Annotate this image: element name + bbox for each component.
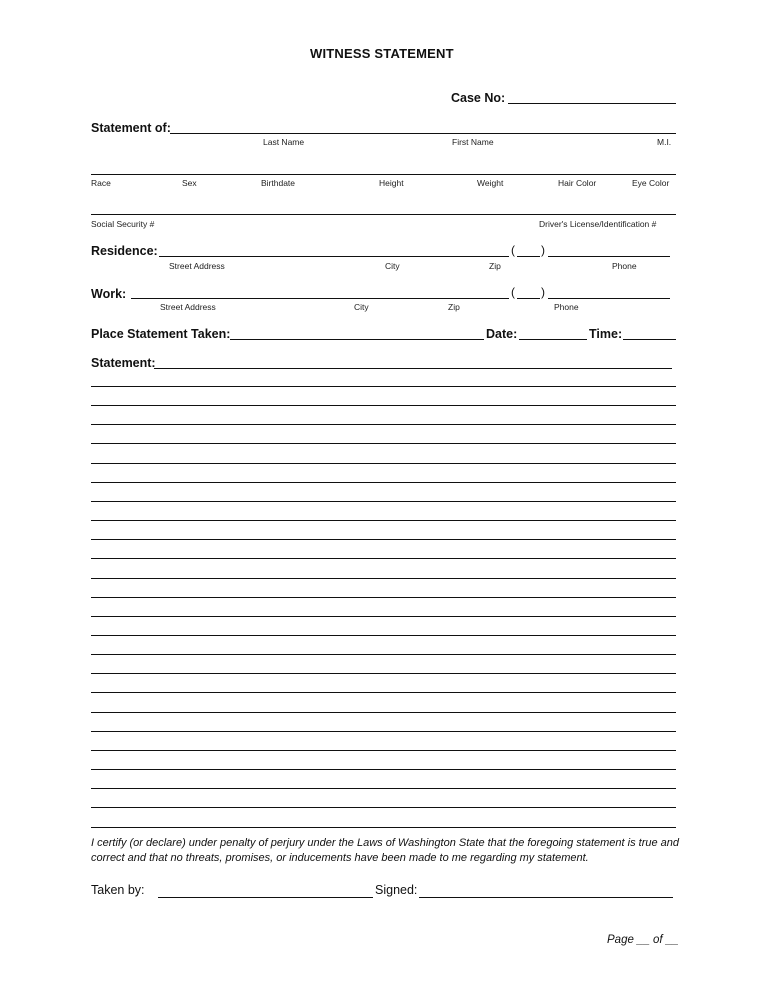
statement-first-line[interactable]	[154, 368, 672, 369]
birthdate-caption: Birthdate	[261, 178, 296, 188]
statement-line[interactable]	[91, 712, 676, 713]
statement-line[interactable]	[91, 750, 676, 751]
residence-paren-open: (	[511, 243, 515, 257]
residence-street-caption: Street Address	[169, 261, 225, 271]
statement-line[interactable]	[91, 807, 676, 808]
work-city-caption: City	[354, 302, 369, 312]
work-phone-caption: Phone	[554, 302, 579, 312]
residence-zip-caption: Zip	[489, 261, 501, 271]
weight-caption: Weight	[477, 178, 504, 188]
statement-line[interactable]	[91, 635, 676, 636]
statement-of-name-field[interactable]	[170, 133, 676, 134]
work-area-code-field[interactable]	[517, 298, 540, 299]
statement-line[interactable]	[91, 769, 676, 770]
residence-area-code-field[interactable]	[517, 256, 540, 257]
statement-line[interactable]	[91, 520, 676, 521]
statement-line[interactable]	[91, 539, 676, 540]
statement-line[interactable]	[91, 482, 676, 483]
work-paren-open: (	[511, 285, 515, 299]
eye-color-caption: Eye Color	[632, 178, 670, 188]
statement-line[interactable]	[91, 501, 676, 502]
case-no-label: Case No:	[451, 91, 506, 105]
statement-line[interactable]	[91, 654, 676, 655]
case-no-field[interactable]	[508, 103, 676, 104]
work-label: Work:	[91, 287, 127, 301]
page-number: Page __ of __	[607, 934, 679, 946]
last-name-caption: Last Name	[263, 137, 305, 147]
statement-line[interactable]	[91, 443, 676, 444]
race-caption: Race	[91, 178, 111, 188]
residence-label: Residence:	[91, 244, 158, 258]
certification-text: I certify (or declare) under penalty of perjury under the Laws of Washington State that the foregoing statement is true and correct and that no threats, promises, or inducements have been made to me regarding my statement.	[91, 837, 680, 864]
time-field[interactable]	[623, 339, 676, 340]
page-title: WITNESS STATEMENT	[310, 46, 454, 61]
sex-caption: Sex	[182, 178, 197, 188]
place-taken-field[interactable]	[230, 339, 484, 340]
work-address-field[interactable]	[131, 298, 509, 299]
statement-line[interactable]	[91, 578, 676, 579]
time-label: Time:	[589, 327, 623, 341]
hair-color-caption: Hair Color	[558, 178, 597, 188]
license-caption: Driver's License/Identification #	[539, 219, 657, 229]
statement-line[interactable]	[91, 405, 676, 406]
ssn-caption: Social Security #	[91, 219, 155, 229]
first-name-caption: First Name	[452, 137, 494, 147]
statement-line[interactable]	[91, 788, 676, 789]
statement-of-label: Statement of:	[91, 121, 171, 135]
statement-line[interactable]	[91, 597, 676, 598]
statement-line[interactable]	[91, 731, 676, 732]
place-taken-label: Place Statement Taken:	[91, 327, 231, 341]
date-field[interactable]	[519, 339, 587, 340]
identification-field[interactable]	[91, 214, 676, 215]
residence-address-field[interactable]	[159, 256, 509, 257]
height-caption: Height	[379, 178, 404, 188]
work-zip-caption: Zip	[448, 302, 460, 312]
work-phone-field[interactable]	[548, 298, 670, 299]
statement-line[interactable]	[91, 558, 676, 559]
mi-caption: M.I.	[657, 137, 672, 147]
signed-field[interactable]	[419, 897, 673, 898]
date-label: Date:	[486, 327, 518, 341]
statement-line[interactable]	[91, 673, 676, 674]
taken-by-label: Taken by:	[91, 883, 145, 897]
signed-label: Signed:	[375, 883, 418, 897]
taken-by-field[interactable]	[158, 897, 373, 898]
statement-line[interactable]	[91, 386, 676, 387]
description-field[interactable]	[91, 174, 676, 175]
residence-phone-caption: Phone	[612, 261, 637, 271]
work-paren-close: )	[541, 285, 545, 299]
statement-line[interactable]	[91, 692, 676, 693]
statement-line[interactable]	[91, 424, 676, 425]
statement-line[interactable]	[91, 616, 676, 617]
statement-label: Statement:	[91, 356, 156, 370]
work-street-caption: Street Address	[160, 302, 216, 312]
residence-phone-field[interactable]	[548, 256, 670, 257]
residence-city-caption: City	[385, 261, 400, 271]
statement-line[interactable]	[91, 463, 676, 464]
statement-line[interactable]	[91, 827, 676, 828]
residence-paren-close: )	[541, 243, 545, 257]
